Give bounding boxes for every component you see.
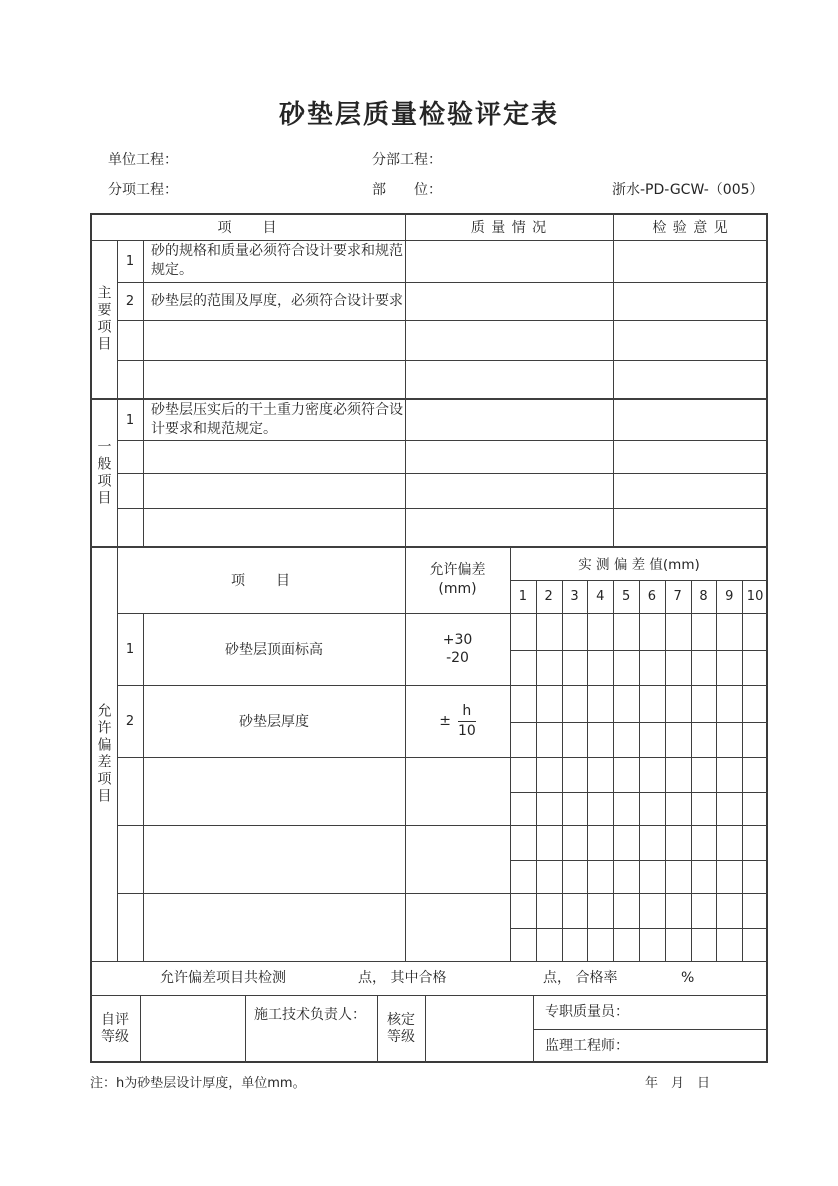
tech-lead-label: 施工技术负责人： bbox=[254, 1007, 366, 1023]
deviation-header-allow: 允许偏差 bbox=[429, 562, 486, 579]
measured-col: 3 bbox=[570, 589, 579, 604]
fraction-numerator: h bbox=[458, 703, 476, 721]
quality-officer-label: 专职质量员： bbox=[545, 1004, 629, 1020]
summary-checked-label: 允许偏差项目共检测 bbox=[160, 970, 286, 986]
row-number: 1 bbox=[125, 641, 135, 657]
row-number: 1 bbox=[125, 412, 135, 428]
row-description: 砂垫层顶面标高 bbox=[225, 642, 323, 658]
grid-line bbox=[117, 757, 768, 758]
deviation-header-allow-unit: (mm) bbox=[438, 580, 477, 597]
grid-line bbox=[562, 580, 563, 961]
plus-minus-sign: ± bbox=[439, 713, 451, 729]
supervisor-label: 监理工程师： bbox=[545, 1038, 629, 1054]
verified-grade-label: 核定等级 bbox=[387, 1012, 415, 1045]
grid-line bbox=[117, 360, 768, 361]
grid-line bbox=[665, 580, 666, 961]
measured-column-numbers bbox=[510, 580, 768, 613]
row-number: 1 bbox=[125, 253, 135, 269]
measured-col: 7 bbox=[673, 589, 682, 604]
grid-line bbox=[587, 580, 588, 961]
deviation-plus-value: +30 bbox=[442, 631, 473, 648]
grid-line bbox=[742, 580, 743, 961]
grid-line bbox=[117, 440, 768, 441]
deviation-header-measured: 实 测 偏 差 值(mm) bbox=[578, 557, 700, 573]
column-header-opinion: 检 验 意 见 bbox=[652, 219, 729, 236]
verified-grade-cell bbox=[377, 995, 425, 1063]
deviation-header-item: 项 目 bbox=[231, 572, 291, 589]
measured-col: 8 bbox=[699, 589, 708, 604]
measured-col: 1 bbox=[518, 589, 528, 604]
row-number: 2 bbox=[125, 293, 135, 309]
measured-col: 4 bbox=[596, 589, 605, 604]
summary-percent-sign: % bbox=[681, 970, 695, 986]
division-project-label: 分部工程： bbox=[372, 152, 442, 168]
column-header-item: 项 目 bbox=[217, 219, 278, 236]
grid-line bbox=[117, 508, 768, 509]
deviation-fraction bbox=[458, 703, 476, 738]
row-description: 砂垫层的范围及厚度，必须符合设计要求 bbox=[151, 292, 403, 309]
measured-col: 5 bbox=[621, 589, 631, 604]
subitem-project-label: 分项工程： bbox=[108, 182, 178, 198]
section-label-main-items: 主要项目 bbox=[95, 285, 112, 353]
summary-qualified-label: 点， 其中合格 bbox=[358, 970, 447, 986]
fraction-denominator: 10 bbox=[457, 722, 476, 739]
row-description: 砂的规格和质量必须符合设计要求和规范规定。 bbox=[151, 243, 403, 278]
footnote: 注：h为砂垫层设计厚度，单位mm。 bbox=[90, 1076, 306, 1091]
grid-line bbox=[140, 995, 141, 1063]
measured-col: 9 bbox=[725, 589, 734, 604]
grid-line bbox=[425, 995, 426, 1063]
row-description: 砂垫层压实后的干土重力密度必须符合设计要求和规范规定。 bbox=[151, 402, 403, 437]
section-label-deviation-items: 允许偏差项目 bbox=[95, 702, 112, 805]
grid-line bbox=[613, 213, 614, 546]
form-number: 浙水-PD-GCW-（005） bbox=[612, 182, 764, 198]
self-grade-label: 自评等级 bbox=[101, 1012, 129, 1045]
location-label: 部 位： bbox=[372, 182, 442, 198]
unit-project-label: 单位工程： bbox=[108, 152, 178, 168]
page-title: 砂垫层质量检验评定表 bbox=[278, 100, 559, 130]
date-placeholder: 年 月 日 bbox=[645, 1076, 711, 1091]
grid-line bbox=[613, 580, 614, 961]
measured-col: 6 bbox=[647, 589, 657, 604]
column-header-quality: 质 量 情 况 bbox=[470, 219, 548, 236]
grid-line bbox=[639, 580, 640, 961]
summary-rate-label: 点， 合格率 bbox=[543, 970, 618, 986]
allowed-deviation-value bbox=[405, 685, 510, 757]
row-description: 砂垫层厚度 bbox=[239, 714, 309, 730]
grid-line bbox=[117, 893, 768, 894]
row-number: 2 bbox=[125, 713, 135, 729]
grid-line bbox=[117, 825, 768, 826]
self-grade-cell bbox=[90, 995, 140, 1063]
measured-col: 10 bbox=[746, 589, 764, 604]
grid-line bbox=[716, 580, 717, 961]
grid-line bbox=[691, 580, 692, 961]
grid-line bbox=[117, 473, 768, 474]
grid-line bbox=[117, 320, 768, 321]
deviation-minus-value: -20 bbox=[446, 650, 469, 666]
allowed-deviation-value bbox=[405, 613, 510, 685]
grid-line bbox=[536, 580, 537, 961]
section-label-general-items: 一般项目 bbox=[95, 439, 112, 507]
measured-col: 2 bbox=[544, 589, 553, 604]
